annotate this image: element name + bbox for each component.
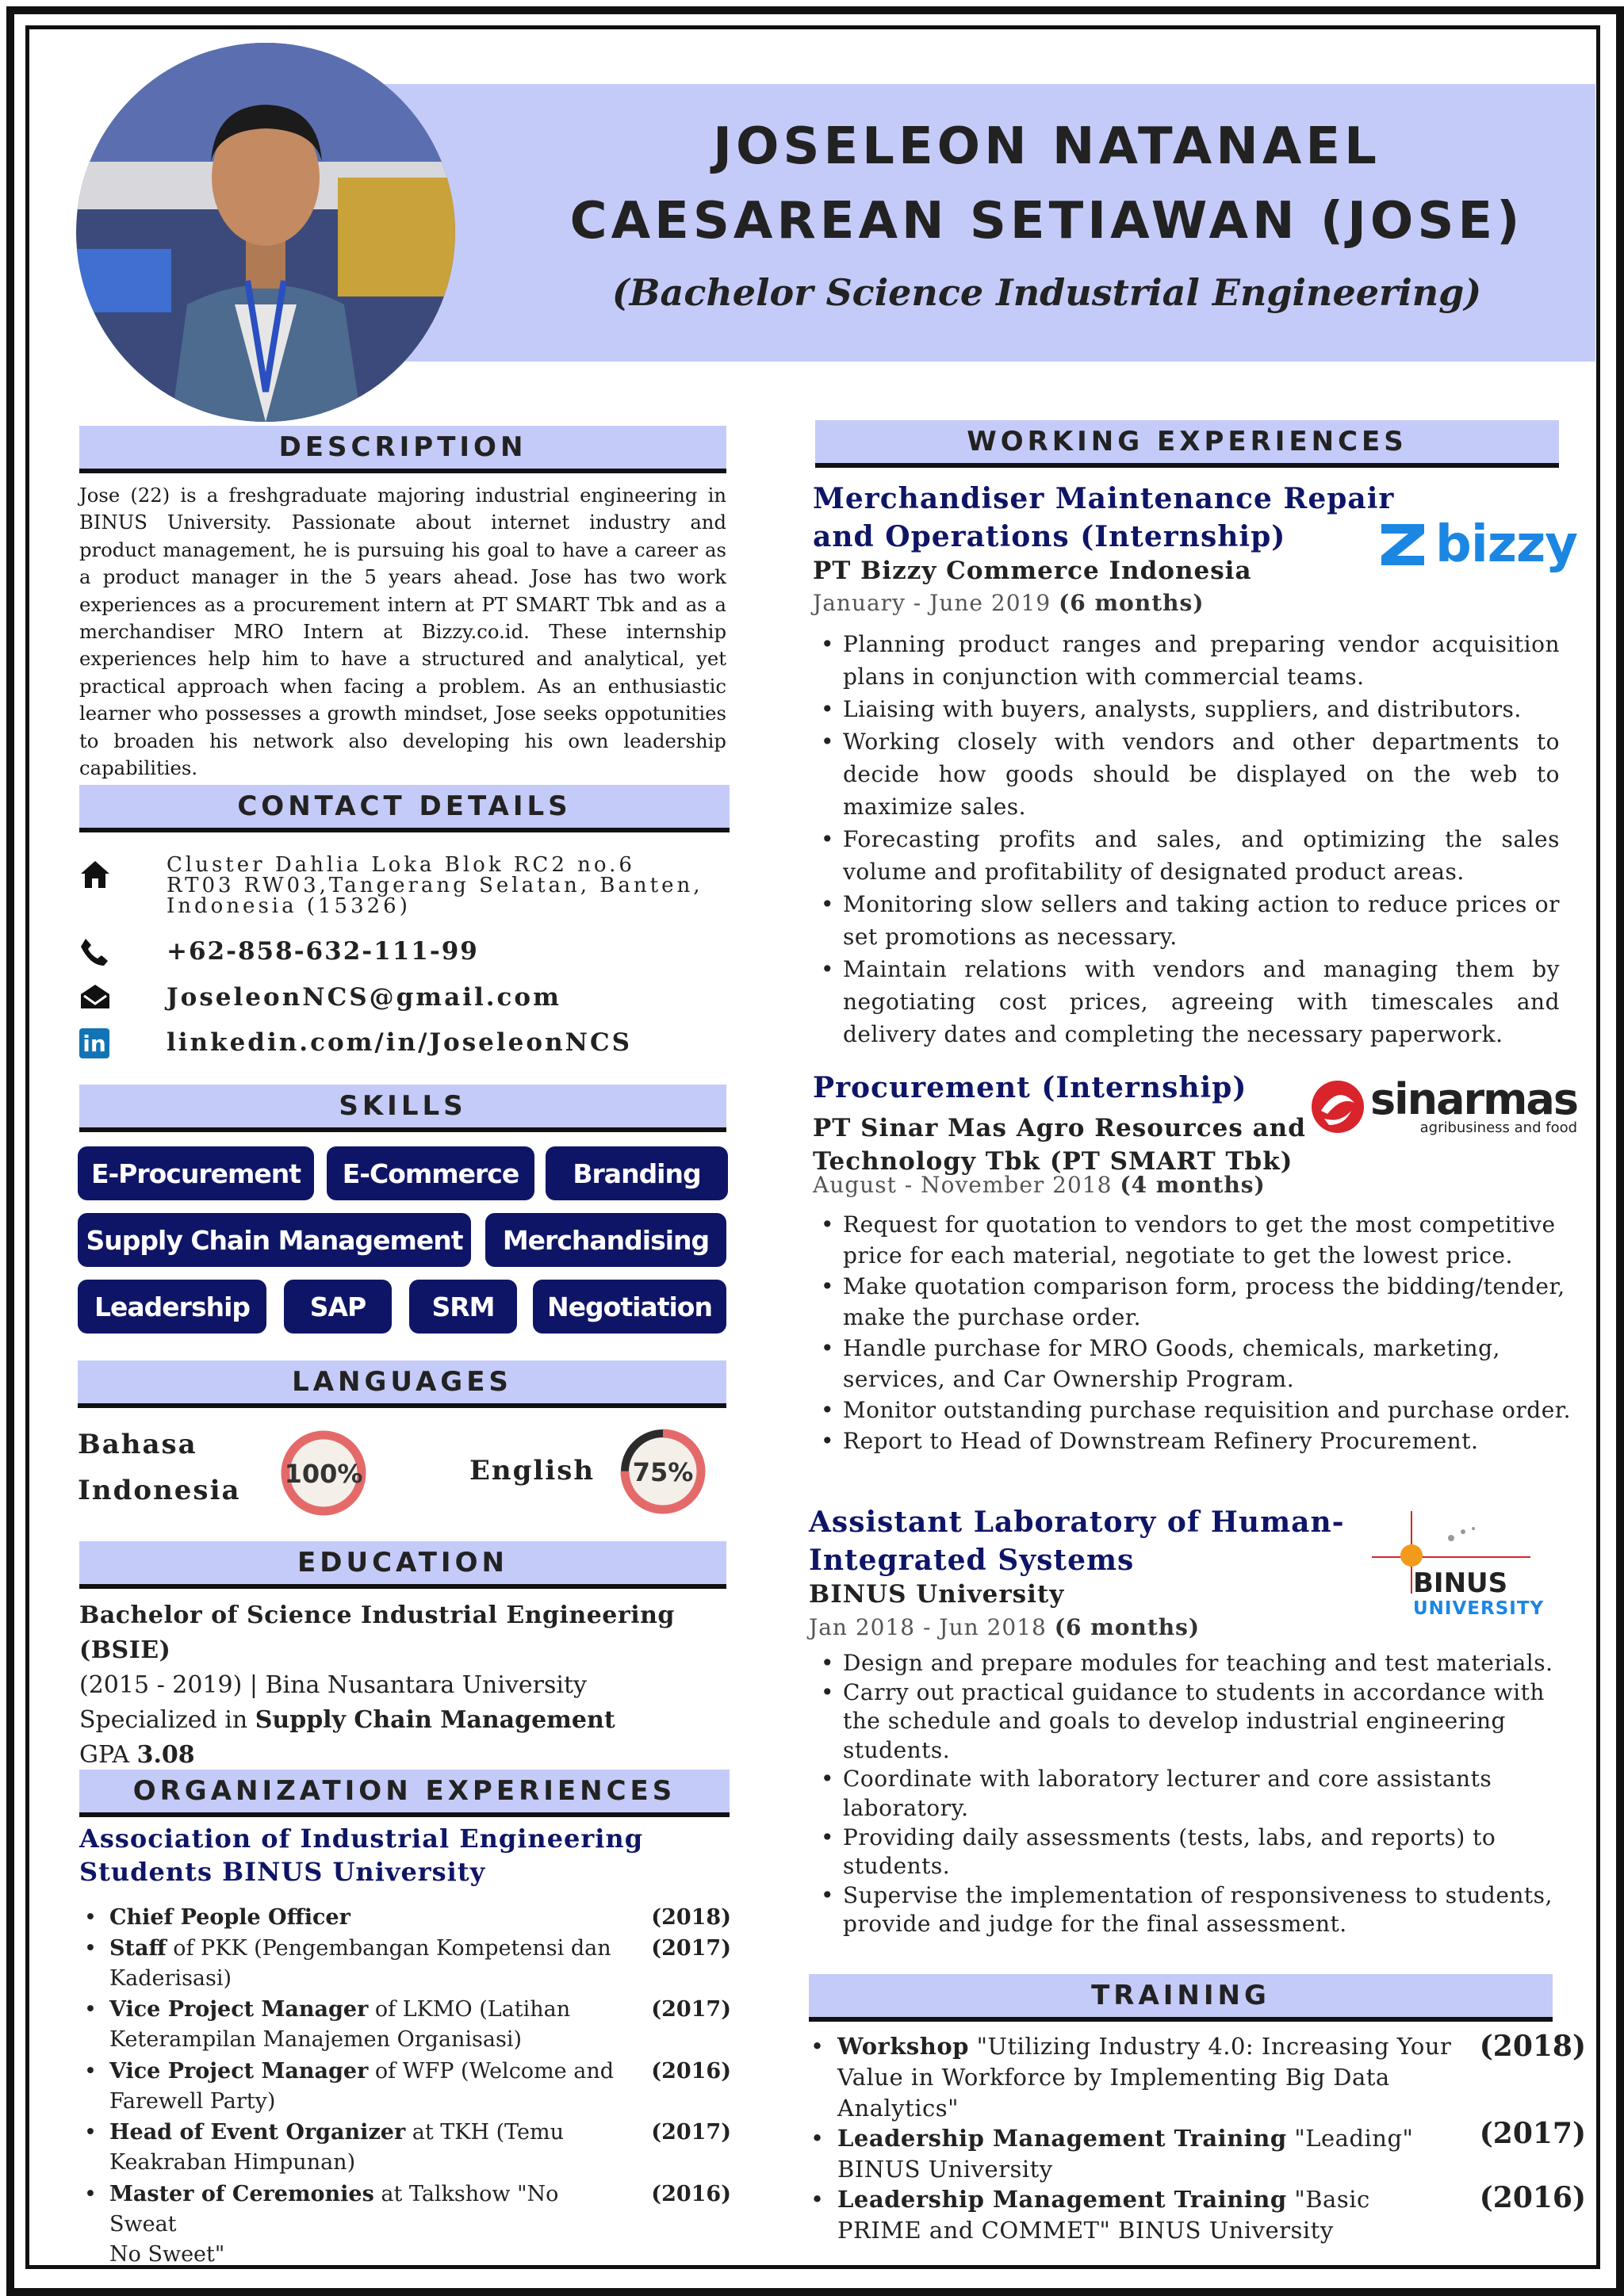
- training-heading: TRAINING: [809, 1974, 1553, 2022]
- company-name-line-2: Technology Tbk (PT SMART Tbk): [813, 1147, 1293, 1176]
- company-name: BINUS University: [809, 1580, 1065, 1609]
- skill-pill: Negotiation: [533, 1280, 726, 1334]
- language-name-line-2: Indonesia: [78, 1475, 241, 1506]
- education-years-school: (2015 - 2019) | Bina Nusantara University: [79, 1671, 587, 1699]
- list-item: • Handle purchase for MRO Goods, chemicals, marketing, services, and Car Ownership Program.: [813, 1333, 1586, 1395]
- skill-pill: E-Procurement: [78, 1146, 314, 1200]
- language-gauge: [615, 1424, 710, 1519]
- bizzy-logo-text: bizzy: [1435, 515, 1577, 574]
- home-icon: [79, 855, 167, 890]
- binus-logo-text: BINUS: [1413, 1567, 1508, 1599]
- sinarmas-logo-icon: [1310, 1079, 1365, 1135]
- organization-heading: ORGANIZATION EXPERIENCES: [79, 1770, 730, 1817]
- linkedin-url[interactable]: linkedin.com/in/JoseleonNCS: [167, 1028, 633, 1057]
- job-duties: [813, 1209, 1586, 1456]
- company-name-line-1: PT Sinar Mas Agro Resources and: [813, 1114, 1306, 1142]
- contact-heading: CONTACT DETAILS: [79, 785, 730, 832]
- contact-phone: [79, 937, 479, 967]
- name-line-1: JOSELEON NATANAEL: [713, 117, 1381, 176]
- job-period: Jan 2018 - Jun 2018 (6 months): [809, 1614, 1201, 1640]
- profile-photo: [76, 43, 455, 422]
- sinarmas-logo-subtext: agribusiness and food: [1419, 1119, 1578, 1136]
- phone-icon: [79, 937, 167, 967]
- phone-number[interactable]: +62-858-632-111-99: [167, 937, 479, 966]
- company-name: PT Bizzy Commerce Indonesia: [813, 557, 1252, 585]
- organization-name-line-2: Students BINUS University: [79, 1857, 486, 1887]
- description-text: Jose (22) is a freshgraduate majoring industrial engineering in BINUS University. Passionate about internet industry and product management, he is pursuing his goal to have a career as a product manager in the 5 years ahead. Jose has two work experiences as a procurement intern at PT SMART Tbk and as a merchandiser MRO Intern at Bizzy.co.id. These internship experiences help him to have a structured and analytical, yet practical approach when facing a problem. As an enthusiastic learner who possesses a growth mindset, Jose seeks oppotunities to broaden his network also developing his own leadership capabilities.: [79, 484, 726, 780]
- job-title-line-1: Assistant Laboratory of Human-: [809, 1506, 1345, 1539]
- skill-pill: E-Commerce: [327, 1146, 534, 1200]
- list-item: • Monitor outstanding purchase requisition and purchase order.: [813, 1395, 1586, 1425]
- work-heading: WORKING EXPERIENCES: [815, 420, 1559, 468]
- company-name: [813, 1112, 1306, 1178]
- job-title-line-1: Merchandiser Maintenance Repair: [813, 482, 1395, 515]
- candidate-name: [444, 109, 1624, 258]
- gauge-svg: [276, 1425, 371, 1521]
- bizzy-logo: [1377, 515, 1577, 574]
- skill-pill: Branding: [546, 1146, 728, 1200]
- list-item: • Forecasting profits and sales, and optimizing the sales volume and profitability of designated product areas.: [813, 823, 1560, 888]
- list-item: • Make quotation comparison form, process the bidding/tender, make the purchase order.: [813, 1271, 1586, 1333]
- contact-address: [79, 855, 703, 916]
- list-item: • Liaising with buyers, analysts, suppliers, and distributors.: [813, 693, 1560, 725]
- education-gpa: GPA 3.08: [79, 1741, 195, 1769]
- linkedin-icon: [79, 1028, 167, 1058]
- list-item: • Design and prepare modules for teaching and test materials.: [813, 1649, 1586, 1678]
- skills-heading: SKILLS: [79, 1085, 726, 1132]
- address-line-1: Cluster Dahlia Loka Blok RC2 no.6: [167, 853, 635, 877]
- sinarmas-logo: [1310, 1074, 1578, 1136]
- contact-email: [79, 983, 561, 1012]
- list-item: • Working closely with vendors and other departments to decide how goods should be displayed on the web to maximize sales.: [813, 725, 1560, 823]
- list-item: • Coordinate with laboratory lecturer and core assistants laboratory.: [813, 1765, 1586, 1823]
- job-title: Procurement (Internship): [813, 1071, 1247, 1104]
- list-item: • Supervise the implementation of responsiveness to students, provide and judge for the final assessment.: [813, 1881, 1586, 1939]
- list-item: • Request for quotation to vendors to get the most competitive price for each material, negotiate to get the lowest price.: [813, 1209, 1586, 1271]
- skill-pill: Supply Chain Management: [78, 1213, 471, 1267]
- list-item: • Monitoring slow sellers and taking action to reduce prices or set promotions as necessary.: [813, 888, 1560, 953]
- list-item: • Providing daily assessments (tests, labs, and reports) to students.: [813, 1823, 1586, 1881]
- education-block: [79, 1598, 737, 1773]
- skill-pill: SRM: [409, 1280, 517, 1334]
- education-heading: EDUCATION: [79, 1541, 726, 1589]
- email-address[interactable]: JoseleonNCS@gmail.com: [167, 983, 561, 1012]
- skill-pill: Merchandising: [485, 1213, 726, 1267]
- skill-pill: Leadership: [78, 1280, 266, 1334]
- job-title: [813, 480, 1394, 556]
- gauge-label: 75%: [632, 1457, 694, 1487]
- job-title: [809, 1503, 1345, 1579]
- gauge-svg: [615, 1424, 710, 1519]
- gauge-label: 100%: [284, 1459, 363, 1489]
- degree-subtitle: (Bachelor Science Industrial Engineering): [611, 271, 1482, 314]
- list-item: • Planning product ranges and preparing vendor acquisition plans in conjunction with commercial teams.: [813, 628, 1560, 693]
- bizzy-logo-icon: [1377, 519, 1429, 570]
- mail-icon: [79, 983, 167, 1010]
- sinarmas-logo-text: sinarmas: [1370, 1074, 1578, 1124]
- job-period: August - November 2018 (4 months): [813, 1172, 1266, 1198]
- list-item: • Report to Head of Downstream Refinery Procurement.: [813, 1425, 1586, 1456]
- binus-logo-subtext: UNIVERSITY: [1413, 1598, 1545, 1619]
- list-item: • Carry out practical guidance to students in accordance with the schedule and goals to develop industrial engineering students.: [813, 1678, 1586, 1766]
- job-title-line-2: and Operations (Internship): [813, 520, 1286, 553]
- job-duties: [813, 628, 1560, 1050]
- education-specialization: Specialized in Supply Chain Management: [79, 1706, 615, 1734]
- description-heading: DESCRIPTION: [79, 426, 726, 473]
- organization-name: [79, 1822, 737, 1888]
- list-item: • Maintain relations with vendors and managing them by negotiating cost prices, agreeing with timescales and delivery dates and completing the necessary paperwork.: [813, 953, 1560, 1050]
- skill-pill: SAP: [284, 1280, 392, 1334]
- languages-heading: LANGUAGES: [78, 1360, 726, 1408]
- language-name: [78, 1422, 241, 1513]
- job-period: January - June 2019 (6 months): [813, 590, 1205, 616]
- binus-logo: [1364, 1506, 1554, 1625]
- name-line-2: CAESAREAN SETIAWAN (JOSE): [569, 192, 1524, 251]
- language-gauge: [276, 1425, 371, 1521]
- language-name: English: [469, 1455, 596, 1487]
- linkedin-logo: in: [79, 1028, 109, 1058]
- degree-name: Bachelor of Science Industrial Engineering (BSIE): [79, 1601, 675, 1664]
- job-title-line-2: Integrated Systems: [809, 1544, 1135, 1577]
- address-line-2: RT03 RW03,Tangerang Selatan, Banten,: [167, 874, 703, 897]
- job-duties: [813, 1649, 1586, 1939]
- address-line-3: Indonesia (15326): [167, 894, 411, 918]
- organization-name-line-1: Association of Industrial Engineering: [79, 1823, 644, 1854]
- contact-linkedin: [79, 1028, 632, 1058]
- language-name-line-1: Bahasa: [78, 1429, 197, 1460]
